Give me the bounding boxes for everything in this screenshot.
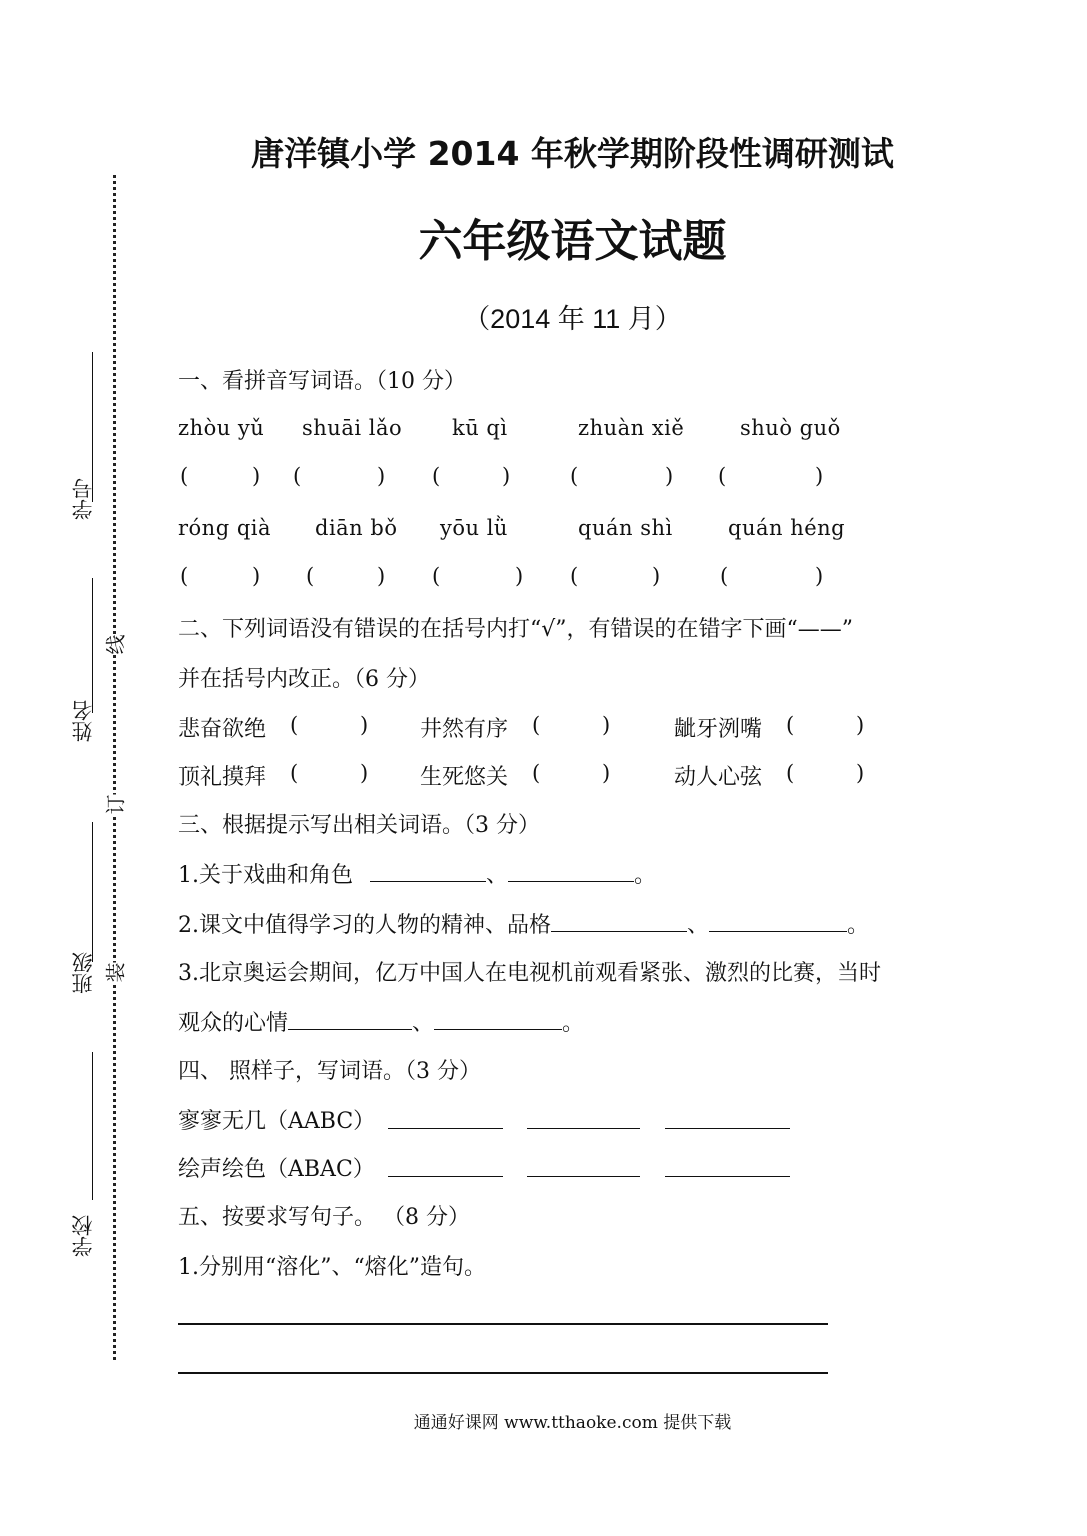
school-line: [92, 1052, 93, 1200]
student-id-label: 学号: [71, 478, 95, 520]
class-label: 班级: [71, 952, 95, 994]
answer-paren-close: ): [252, 464, 261, 488]
q2-heading-cont: 并在括号内改正。（6 分）: [178, 667, 430, 692]
name-label: 姓名: [71, 700, 95, 742]
q3-item-3: 3.北京奥运会期间，亿万中国人在电视机前观看紧张、激烈的比赛，当时: [178, 961, 881, 986]
answer-blank[interactable]: [288, 1009, 412, 1030]
exam-subtitle: 六年级语文试题: [418, 216, 727, 267]
word-item: 动人心弦: [674, 765, 763, 790]
q5-item-1: 1.分别用“溶化”、“熔化”造句。: [178, 1255, 486, 1280]
pinyin-item: zhòu yǔ: [178, 416, 265, 440]
word-item: 井然有序: [420, 717, 509, 742]
answer-paren-open: (: [306, 564, 315, 588]
answer-paren-open: (: [570, 464, 579, 488]
answer-paren-close: ): [856, 713, 865, 737]
answer-line[interactable]: [178, 1323, 828, 1325]
q3-item-1-text: 1.关于戏曲和角色: [178, 863, 353, 888]
answer-paren-close: ): [515, 564, 524, 588]
answer-paren-open: (: [293, 464, 302, 488]
answer-paren-open: (: [432, 464, 441, 488]
pinyin-item: quán héng: [728, 516, 846, 540]
cut-order-char: 订: [100, 795, 129, 815]
pinyin-item: zhuàn xiě: [578, 416, 685, 440]
cut-bind-char: 装: [100, 963, 129, 983]
word-item: 生死悠关: [420, 765, 509, 790]
answer-blank[interactable]: [370, 861, 486, 882]
answer-paren-open: (: [718, 464, 727, 488]
pinyin-item: shuāi lǎo: [302, 416, 403, 440]
answer-paren-open: (: [180, 464, 189, 488]
word-item: 龇牙洌嘴: [674, 717, 763, 742]
school-label: 学校: [71, 1215, 95, 1257]
pinyin-item: róng qià: [178, 516, 272, 540]
answer-blank[interactable]: [665, 1108, 790, 1129]
pinyin-item: shuò guǒ: [740, 416, 841, 440]
q3-item-3-cont: [178, 1006, 584, 1037]
pinyin-item: quán shì: [578, 516, 673, 540]
answer-paren-open: (: [786, 713, 795, 737]
separator: 、: [412, 1011, 435, 1036]
answer-paren-open: (: [290, 761, 299, 785]
q1-heading: 一、看拼音写词语。（10 分）: [178, 369, 466, 394]
answer-paren-close: ): [252, 564, 261, 588]
answer-paren-open: (: [720, 564, 729, 588]
answer-blank[interactable]: [388, 1156, 503, 1177]
answer-blank[interactable]: [551, 911, 687, 932]
pinyin-item: kū qì: [452, 416, 508, 440]
word-item: 顶礼摸拜: [178, 765, 267, 790]
period: 。: [847, 913, 870, 938]
answer-line[interactable]: [178, 1372, 828, 1374]
q3-item-2: [178, 908, 869, 939]
answer-blank[interactable]: [527, 1156, 640, 1177]
answer-blank[interactable]: [665, 1156, 790, 1177]
answer-paren-close: ): [377, 564, 386, 588]
q3-item-1: [178, 858, 656, 889]
q4-item-1: 寥寥无几（AABC）: [178, 1109, 376, 1134]
answer-paren-close: ): [360, 761, 369, 785]
q4-heading: 四、 照样子，写词语。（3 分）: [178, 1059, 481, 1084]
q4-item-2: 绘声绘色（ABAC）: [178, 1157, 375, 1182]
name-line: [92, 578, 93, 713]
answer-paren-close: ): [815, 564, 824, 588]
class-line: [92, 822, 93, 962]
answer-paren-open: (: [180, 564, 189, 588]
q2-heading: 二、下列词语没有错误的在括号内打“√”，有错误的在错字下画“——”: [178, 617, 854, 642]
separator: 、: [486, 863, 509, 888]
answer-paren-close: ): [502, 464, 511, 488]
q3-item-2-text: 2.课文中值得学习的人物的精神、品格: [178, 913, 551, 938]
answer-blank[interactable]: [709, 911, 847, 932]
answer-paren-close: ): [652, 564, 661, 588]
exam-date: （2014 年 11 月）: [463, 304, 682, 334]
answer-blank[interactable]: [434, 1009, 562, 1030]
answer-blank[interactable]: [388, 1108, 503, 1129]
pinyin-item: yōu lǜ: [440, 516, 508, 540]
cut-line-char: 线: [100, 635, 129, 655]
answer-paren-open: (: [532, 713, 541, 737]
answer-blank[interactable]: [527, 1108, 640, 1129]
answer-paren-open: (: [432, 564, 441, 588]
q3-item-3-text: 观众的心情: [178, 1011, 289, 1036]
separator: 、: [687, 913, 710, 938]
exam-title: 唐洋镇小学 2014 年秋学期阶段性调研测试: [251, 134, 894, 173]
word-item: 悲奋欲绝: [178, 717, 267, 742]
answer-paren-close: ): [856, 761, 865, 785]
period: 。: [634, 863, 657, 888]
period: 。: [562, 1011, 585, 1036]
q5-heading: 五、按要求写句子。 （8 分）: [178, 1205, 470, 1230]
binding-dotted-line: [113, 175, 116, 1360]
answer-paren-close: ): [360, 713, 369, 737]
answer-paren-open: (: [786, 761, 795, 785]
answer-blank[interactable]: [508, 861, 634, 882]
q3-heading: 三、根据提示写出相关词语。（3 分）: [178, 813, 540, 838]
answer-paren-close: ): [602, 761, 611, 785]
answer-paren-open: (: [570, 564, 579, 588]
answer-paren-close: ): [377, 464, 386, 488]
answer-paren-close: ): [665, 464, 674, 488]
answer-paren-close: ): [602, 713, 611, 737]
pinyin-item: diān bǒ: [315, 516, 398, 540]
answer-paren-open: (: [290, 713, 299, 737]
answer-paren-close: ): [815, 464, 824, 488]
answer-paren-open: (: [532, 761, 541, 785]
footer-text: 通通好课网 www.tthaoke.com 提供下载: [413, 1413, 732, 1433]
